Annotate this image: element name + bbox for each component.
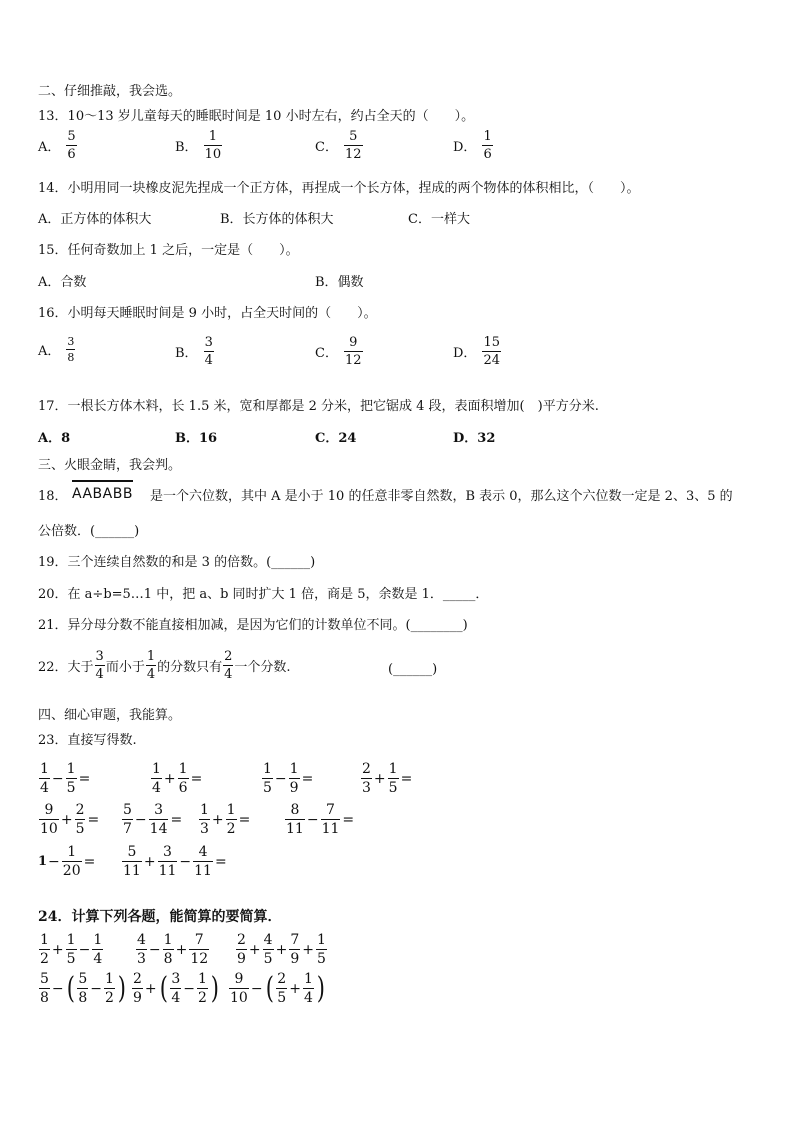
fraction: 2 9 [133,971,142,1006]
option [315,130,364,161]
expression [360,762,413,795]
option-label: C． [315,140,338,155]
option-label: D． [453,346,477,361]
expression [121,845,228,878]
expression [135,933,210,966]
fraction: 5 11 [123,844,141,879]
question-13-text: 13．10～13 岁儿童每天的睡眠时间是 10 小时左右，约占全天的（ ）。 [38,109,475,124]
math-operator: − [179,853,192,870]
math-operator: − [90,980,103,997]
option [315,336,364,367]
math-operator: + [302,941,314,958]
math-operator: − [148,941,161,958]
question-17-text: 17．一根长方体木料，长 1.5 米，宽和厚都是 2 分米，把它锯成 4 段，表面积增加( )平方分米. [38,399,599,414]
math-operator: − [306,811,319,828]
expression [131,972,221,1005]
question-15-option-b: B．偶数 [315,275,364,290]
equals-sign: = [170,811,183,828]
math-operator: + [144,980,157,997]
math-operator: − [183,980,196,997]
fraction: $\frac{1}{6}$ [178,761,188,796]
math-operator: + [51,941,64,958]
fraction: $\frac{3}{14}$ [149,802,168,837]
expression [38,972,128,1005]
fraction: $\frac{1}{20}$ [62,844,81,879]
question-24-title: 24．计算下列各题，能简算的要简算． [38,909,282,925]
math-operator: + [275,941,288,958]
fraction: 4 3 [137,932,146,967]
question-22-post: 一个分数. [234,660,291,675]
question-17-option-c: C．24 [315,431,357,446]
fraction: $\frac{1}{8}$ [163,932,173,967]
math-operator: + [60,811,73,828]
fraction: 9 12 [344,335,362,368]
fraction: 3 4 [95,649,104,682]
fraction: $\frac{7}{11}$ [321,802,340,837]
question-22-pre: 22．大于 [38,660,94,675]
question-15-text: 15．任何奇数加上 1 之后，一定是（ ）。 [38,243,299,258]
question-14-text: 14．小明用同一块橡皮泥先捏成一个正方体，再捏成一个长方体，捏成的两个物体的体积相比，（ ）。 [38,181,640,196]
question-15-option-a: A．合数 [38,275,87,290]
fraction: $\frac{1}{5}$ [316,932,326,967]
equals-sign: = [87,811,100,828]
fraction: $\frac{1}{2}$ [105,971,114,1006]
fraction: 2 3 [362,761,371,796]
fraction: $\frac{1}{5}$ [66,932,76,967]
expression [228,972,327,1005]
question-22-mid2: 的分数只有 [157,660,223,675]
section-3-heading: 三、火眼金睛，我会判。 [38,458,182,473]
fraction: $\frac{1}{4}$ [303,971,313,1006]
section-2-heading: 二、仔细推敲，我会选。 [38,84,182,99]
fraction: $\frac{1}{9}$ [289,761,299,796]
option [38,336,76,363]
question-22-blank: (______) [388,662,438,677]
fraction: 2 5 [277,971,287,1006]
option [175,130,223,161]
fraction: $\frac{3}{11}$ [158,844,177,879]
equals-sign: = [301,770,314,787]
fraction: 1 10 [204,129,222,162]
math-operator: + [211,811,224,828]
expression [38,762,91,795]
whole-number: 1 [38,854,48,869]
option-label: A． [38,140,61,155]
fraction: 1 4 [146,649,156,682]
fraction: 1 4 [40,761,49,796]
math-operator: + [163,770,176,787]
question-21-text: 21．异分母分数不能直接相加减，是因为它们的计数单位不同。(________) [38,618,468,633]
fraction: 3 4 [204,335,213,368]
fraction: 5 12 [344,129,362,162]
fraction: $\frac{7}{12}$ [190,932,209,967]
equals-sign: = [78,770,91,787]
question-14-option-c: C．一样大 [408,212,470,227]
expression [38,933,104,966]
question-22-line [38,650,291,681]
math-operator: − [48,853,60,870]
parenthesis: ) [316,970,325,1006]
question-23-title: 23．直接写得数. [38,733,137,748]
fraction: 15 24 [483,335,500,368]
fraction: 1 3 [200,802,209,837]
section-4-heading: 四、细心审题，我能算。 [38,708,182,723]
question-17-option-d: D．32 [453,431,496,446]
math-operator: + [289,980,301,997]
question-18-text-2: 公倍数．(______) [38,524,140,539]
equals-sign: = [342,811,355,828]
equals-sign: = [83,853,96,870]
equals-sign: = [214,853,227,870]
math-operator: − [51,770,64,787]
math-operator: + [373,770,386,787]
fraction: $\frac{1}{5}$ [66,761,76,796]
math-operator: + [248,941,261,958]
parenthesis: ( [66,970,75,1006]
expression [38,803,100,836]
question-19-text: 19．三个连续自然数的和是 3 的倍数。(______) [38,555,316,570]
fraction: 1 5 [263,761,272,796]
option-label: A． [38,344,61,359]
question-18-text-1: 是一个六位数，其中 A 是小于 10 的任意非零自然数，B 表示 0，那么这个六位数一定是 2、3、5 的 [150,489,733,504]
option-label: B． [175,346,198,361]
fraction: 2 4 [224,649,233,682]
fraction: 2 9 [237,932,246,967]
fraction: 1 2 [40,932,49,967]
expression [121,803,183,836]
expression [284,803,355,836]
fraction: 1 6 [483,129,492,162]
option [38,130,78,161]
fraction: $\frac{1}{2}$ [226,802,236,837]
fraction: $\frac{2}{5}$ [75,802,85,837]
fraction: 9 10 [40,802,58,837]
math-operator: − [134,811,147,828]
fraction: 5 6 [67,129,76,162]
equals-sign: = [190,770,203,787]
math-operator: − [274,770,287,787]
math-operator: + [143,853,156,870]
fraction: 3 4 [171,971,181,1006]
question-17-option-a: A．8 [38,431,71,446]
expression [261,762,314,795]
math-operator: − [78,941,91,958]
fraction: $\frac{7}{9}$ [290,932,300,967]
math-operator: − [51,980,64,997]
fraction: 3 8 [67,335,75,364]
fraction: 5 8 [40,971,49,1006]
question-16-text: 16．小明每天睡眠时间是 9 小时，占全天时间的（ ）。 [38,306,377,321]
fraction: $\frac{4}{11}$ [194,844,212,879]
fraction: $\frac{1}{4}$ [93,932,103,967]
question-20-text: 20．在 a÷b=5…1 中，把 a、b 同时扩大 1 倍，商是 5，余数是 1．_____． [38,587,489,602]
question-14-option-a: A．正方体的体积大 [38,212,152,227]
fraction: $\frac{1}{2}$ [198,971,207,1006]
fraction: 9 10 [230,971,248,1006]
question-18-overline-number: AABABB [72,480,133,502]
option-label: D． [453,140,477,155]
equals-sign: = [400,770,413,787]
parenthesis: ) [210,970,219,1006]
expression [38,845,96,878]
fraction: 8 11 [286,802,304,837]
parenthesis: ) [117,970,126,1006]
question-18-number: 18． [38,489,68,504]
equals-sign: = [238,811,251,828]
option-label: C． [315,346,338,361]
math-operator: + [175,941,188,958]
math-operator: − [250,980,263,997]
option [453,130,494,161]
question-22-mid: 而小于 [105,660,145,675]
fraction: 5 8 [78,971,88,1006]
option [175,336,215,367]
expression [235,933,328,966]
fraction: $\frac{1}{5}$ [388,761,398,796]
fraction: 5 7 [123,802,132,837]
option-label: B． [175,140,198,155]
fraction: $\frac{4}{5}$ [263,932,273,967]
question-17-option-b: B．16 [175,431,218,446]
fraction: 1 4 [152,761,161,796]
expression [198,803,251,836]
parenthesis: ( [159,970,168,1006]
expression [150,762,203,795]
question-14-option-b: B．长方体的体积大 [220,212,334,227]
option [453,336,502,367]
parenthesis: ( [265,970,274,1006]
